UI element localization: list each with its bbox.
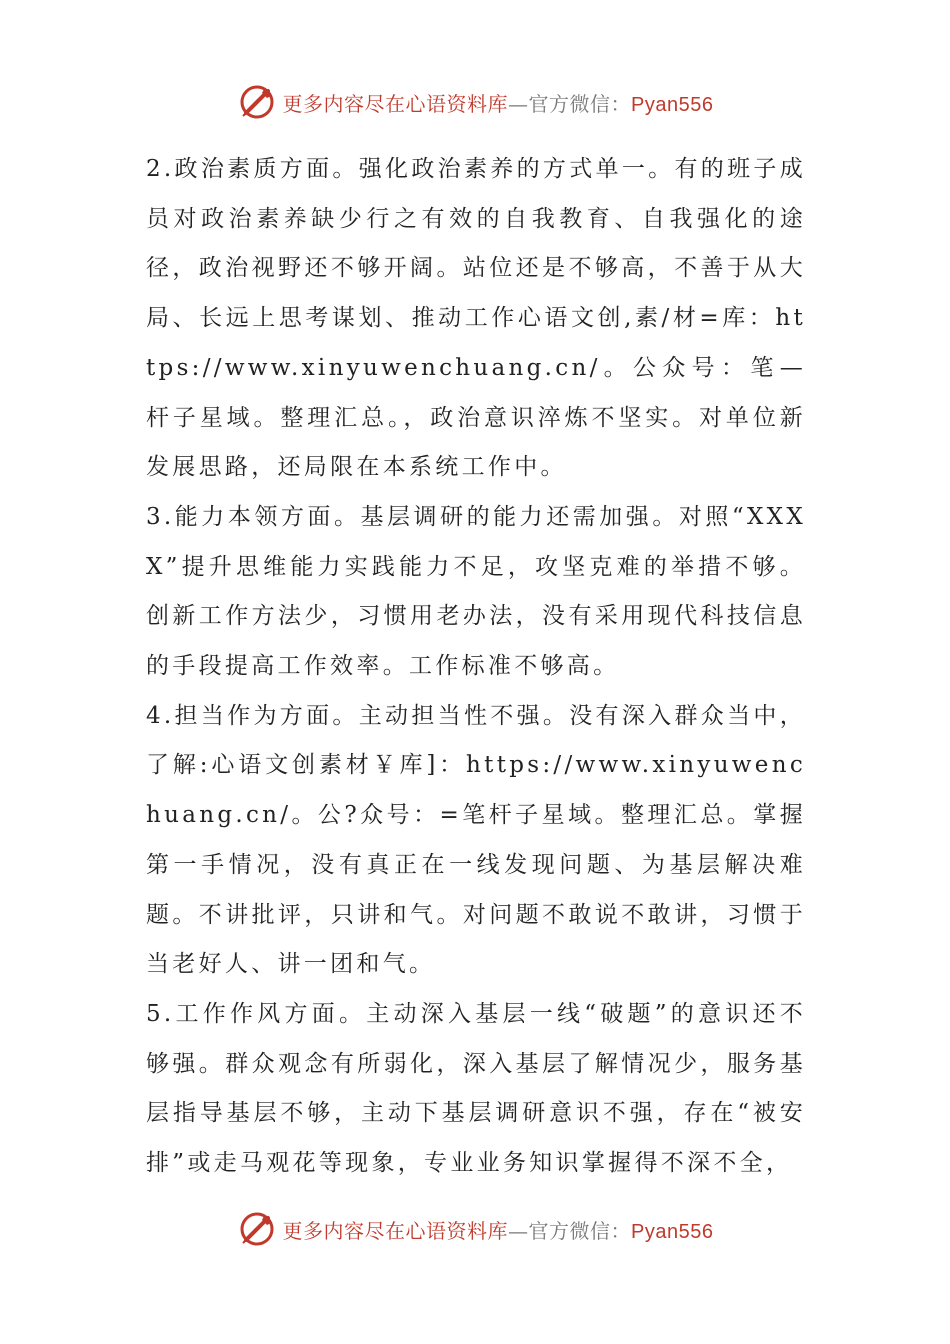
header-brand: 更多内容尽在心语资料库 (282, 91, 509, 116)
paragraph-responsibility: 4.担当作为方面。主动担当性不强。没有深入群众当中，了解:心语文创素材￥库]：https://www.xinyuwenchuang.cn/。公?众号：=笔杆子星域。整理汇总。掌握第一手情况，没有真正在一线发现问题、为基层解决难题。不讲批评，只讲和气。对问题不敢说不敢讲，习惯于当老好人、讲一团和气。 (146, 702, 806, 978)
pen-logo-icon (237, 1209, 277, 1249)
header-wechat-id: Pyan556 (631, 93, 714, 116)
footer-banner (0, 1207, 950, 1251)
pen-logo-icon (237, 82, 277, 122)
header-banner-text (283, 88, 714, 117)
header-banner (0, 80, 950, 124)
footer-wechat-id: Pyan556 (631, 1220, 714, 1243)
header-label: —官方微信： (508, 91, 632, 116)
footer-banner-text (283, 1215, 714, 1244)
paragraph-work-style: 5.工作作风方面。主动深入基层一线“破题”的意识还不够强。群众观念有所弱化，深入基层了解情况少，服务基层指导基层不够，主动下基层调研意识不强，存在“被安排”或走马观花等现象，专业业务知识掌握得不深不全， (146, 1000, 806, 1177)
document-body (146, 145, 806, 1189)
paragraph-political: 2.政治素质方面。强化政治素养的方式单一。有的班子成员对政治素养缺少行之有效的自我教育、自我强化的途径，政治视野还不够开阔。站位还是不够高，不善于从大局、长远上思考谋划、推动工作心语文创,素/材=库：https://www.xinyuwenchuang.cn/。公众号：笔—杆子星域。整理汇总。，政治意识淬炼不坚实。对单位新发展思路，还局限在本系统工作中。 (146, 156, 806, 481)
footer-brand: 更多内容尽在心语资料库 (282, 1218, 509, 1243)
paragraph-ability: 3.能力本领方面。基层调研的能力还需加强。对照“XXXX”提升思维能力实践能力不足，攻坚克难的举措不够。创新工作方法少，习惯用老办法，没有采用现代科技信息的手段提高工作效率。工作标准不够高。 (146, 503, 806, 680)
footer-label: —官方微信： (508, 1218, 632, 1243)
